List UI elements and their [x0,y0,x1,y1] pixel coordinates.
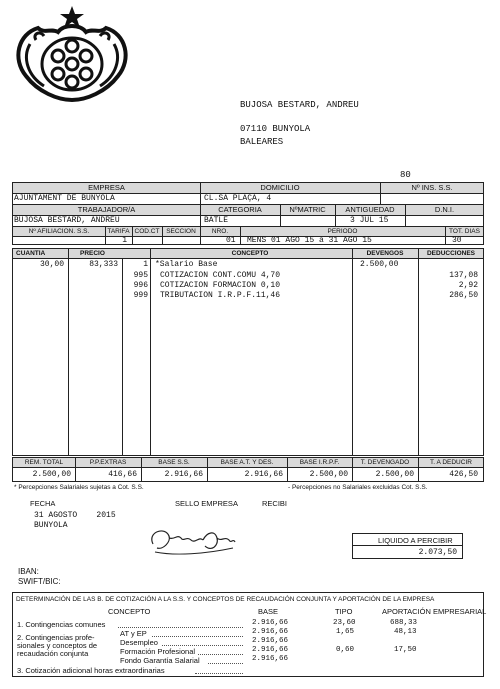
det-label-tipo: TIPO [335,607,353,616]
label-base-ss: BASE S.S. [158,459,190,466]
det-row2a-label: AT y EP [120,629,147,638]
det-row2b-label: Desempleo [120,638,158,647]
line-code: 1 [143,260,148,269]
det-label-concepto: CONCEPTO [108,607,151,616]
label-categoria: CATEGORIA [218,205,262,214]
line-concepto: COTIZACION CONT.COMU 4,70 [160,271,281,280]
line-deduccion: 286,50 [449,291,478,300]
det-row1-aport: 688,33 [390,619,418,627]
line-concepto: TRIBUTACION I.R.P.F.11,46 [160,291,281,300]
line-code: 999 [133,291,148,300]
det-row2c-label: Formación Profesional [120,647,196,656]
det-row3-label: 3. Cotización adicional horas extraordinarias [17,666,165,675]
det-row1-label: 1. Contingencias comunes [17,620,106,629]
det-row2c-base: 2.916,66 [252,646,289,654]
company-address: CL.SA PLAÇA, 4 [204,194,272,203]
line-deduccion: 137,08 [449,271,478,280]
label-antiguedad: ANTIGUEDAD [345,205,395,214]
line-concepto: COTIZACION FORMACION 0,10 [160,281,281,290]
signature [145,522,240,560]
worker-category: BATLE [204,216,229,225]
label-tarifa: TARIFA [107,228,130,235]
note-salariales: * Percepciones Salariales sujetas a Cot. S.S. [14,484,144,491]
municipal-logo [8,4,136,104]
line-code: 995 [133,271,148,280]
det-label-base: BASE [258,607,279,616]
line-code: 996 [133,281,148,290]
label-afiliacion: Nº AFILIACION. S.S. [28,228,90,235]
line-precio: 83,333 [89,260,118,269]
label-swift: SWIFT/BIC: [18,577,61,586]
line-deduccion: 2,92 [458,281,478,290]
det-row2c-aport: 17,50 [394,646,417,654]
det-row1-tipo: 23,60 [333,619,356,627]
nro-value: 01 [226,236,236,245]
det-row2b-base: 2.916,66 [252,637,289,645]
det-row2d-base: 2.916,66 [252,655,289,663]
line-devengos: 2.500,00 [360,260,399,269]
det-row1-base: 2.916,66 [252,619,289,627]
label-liquido: LIQUIDO A PERCIBIR [378,536,453,545]
label-empresa: EMPRESA [88,183,125,192]
label-cuantia: CUANTIA [16,250,46,257]
label-ins-ss: Nº INS. S.S. [411,183,453,192]
liquido-value: 2.073,50 [418,548,457,557]
recipient-region: BALEARES [240,137,284,147]
total-rem: 2.500,00 [32,470,71,479]
label-t-deducir: T. A DEDUCIR [430,459,472,466]
label-precio: PRECIO [80,250,105,257]
label-recibi: RECIBI [262,499,288,508]
label-sello: SELLO EMPRESA [175,499,238,508]
total-deducir: 426,50 [449,470,478,479]
det-row2a-base: 2.916,66 [252,628,289,636]
det-row2c-tipo: 0,60 [336,646,355,654]
total-devengado: 2.500,00 [375,470,414,479]
recipient-name: BUJOSA BESTARD, ANDREU [240,100,359,110]
label-t-devengado: T. DEVENGADO [360,459,410,466]
sign-date: 31 AGOSTO 2015 [34,511,116,520]
line-concepto: *Salario Base [155,260,218,269]
label-iban: IBAN: [18,567,39,576]
det-row2a-tipo: 1,65 [336,628,355,636]
label-totdias: TOT. DIAS [449,228,480,235]
det-label-aportacion: APORTACIÓN EMPRESARIAL [382,607,487,616]
label-base-at: BASE A.T. Y DES. [220,459,274,466]
total-base-ss: 2.916,66 [164,470,203,479]
worker-name: BUJOSA BESTARD, ANDREU [14,216,120,225]
label-seccion: SECCION [166,228,196,235]
totdias-value: 30 [452,236,462,245]
label-devengos: DEVENGOS [366,250,404,257]
det-row2-label: 2. Contingencias profe- sionales y conceptos de recaudación conjunta [17,633,98,658]
label-deducciones: DEDUCCIONES [426,250,476,257]
sign-place: BUNYOLA [34,521,68,530]
recipient-code: 80 [400,170,411,180]
label-rem-total: REM. TOTAL [24,459,64,466]
worker-seniority: 3 JUL 15 [350,216,389,225]
tarifa-value: 1 [122,236,127,245]
label-nro: NRO. [211,228,229,235]
label-ppextras: P.P.EXTRAS [89,459,127,466]
label-matric: NºMATRIC [289,205,326,214]
label-codct: COD.CT [134,228,160,235]
periodo-value: MENS 01 AGO 15 a 31 AGO 15 [247,236,372,245]
recipient-city: 07110 BUNYOLA [240,124,311,134]
det-row2d-label: Fondo Garantía Salarial [120,656,200,665]
det-row2a-aport: 48,13 [394,628,417,636]
total-ppextras: 416,66 [108,470,137,479]
determination-title: DETERMINACIÓN DE LAS B. DE COTIZACIÓN A LA S.S. Y CONCEPTOS DE RECAUDACIÓN CONJUNTA Y APORTACIÓN DE LA EMPRESA [16,596,435,603]
label-dni: D.N.I. [434,205,455,214]
total-base-at: 2.916,66 [244,470,283,479]
company-name: AJUNTAMENT DE BUNYOLA [14,194,115,203]
note-no-salariales: - Percepciones no Salariales excluidas Cot. S.S. [288,484,428,491]
line-cuantia: 30,00 [39,260,64,269]
label-fecha: FECHA [30,499,56,508]
label-trabajador: TRABAJADOR/A [77,205,136,214]
total-base-irpf: 2.500,00 [309,470,348,479]
label-concepto: CONCEPTO [231,250,269,257]
label-domicilio: DOMICILIO [260,183,300,192]
label-periodo: PERIODO [327,228,358,235]
label-base-irpf: BASE I.R.P.F. [299,459,340,466]
